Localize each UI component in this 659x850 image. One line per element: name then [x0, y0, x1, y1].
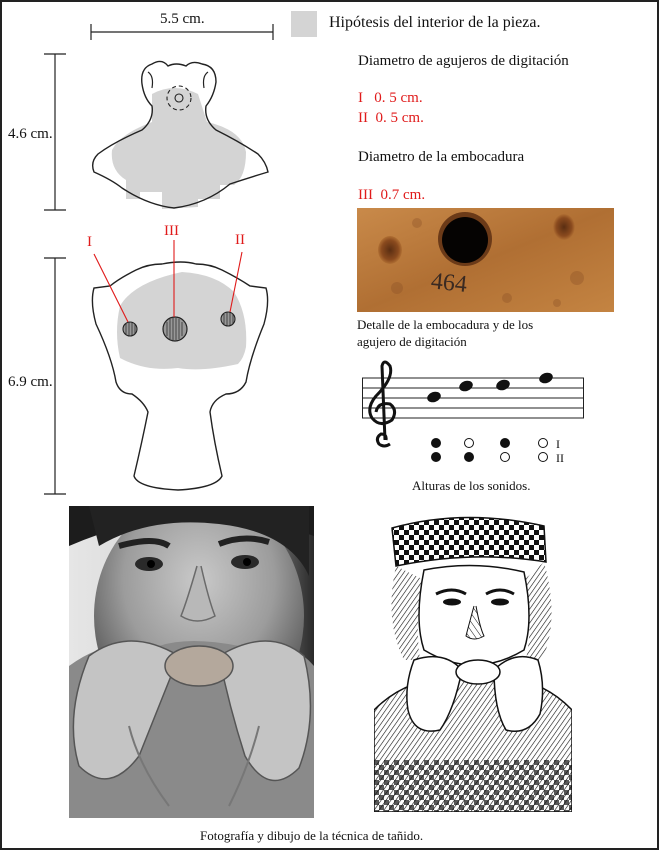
legend-label: Hipótesis del interior de la pieza. [329, 14, 541, 31]
finger-hole-I [123, 322, 137, 336]
hole-label-II: II [235, 232, 245, 248]
fingering-row-label-II: II [556, 451, 564, 465]
finger-hole-roman: I [358, 90, 363, 106]
hole-label-I: I [87, 234, 92, 250]
notation-caption: Alturas de los sonidos. [412, 478, 531, 493]
top-view-outline [93, 61, 268, 209]
mouthpiece-value: 0.7 cm. [380, 187, 426, 203]
treble-clef-icon [370, 362, 395, 446]
finger-hole-row-I [358, 90, 423, 107]
music-staff [362, 360, 592, 470]
finger-hole-value: 0. 5 cm. [375, 110, 424, 126]
detail-caption-line1: Detalle de la embocadura y de los [357, 317, 534, 332]
top-height-label: 4.6 cm. [8, 126, 53, 142]
mouthpiece-hole-III [163, 317, 187, 341]
width-label: 5.5 cm. [160, 11, 205, 27]
mouthpiece-roman: III [358, 187, 373, 203]
finger-holes-heading: Diametro de agujeros de digitación [358, 53, 569, 69]
finger-hole-II [221, 312, 235, 326]
detail-photo [357, 208, 614, 312]
detail-caption-line2: agujero de digitación [357, 334, 467, 349]
fingering-row-label-I: I [556, 437, 560, 451]
front-view-outline [92, 262, 267, 490]
bottom-caption: Fotografía y dibujo de la técnica de tañido. [200, 828, 424, 843]
fingering-chart [432, 439, 548, 462]
ocarina-drawings [2, 2, 342, 502]
mouthpiece-row-III [358, 187, 425, 204]
player-photograph [69, 506, 314, 818]
finger-hole-roman: II [358, 110, 368, 126]
hole-label-III: III [164, 223, 179, 239]
bottom-height-label: 6.9 cm. [8, 374, 53, 390]
inscription-text: 464 [429, 268, 469, 299]
finger-hole-row-II [358, 110, 424, 127]
finger-hole-value: 0. 5 cm. [374, 90, 423, 106]
player-drawing [374, 510, 572, 812]
mouthpiece-heading: Diametro de la embocadura [358, 149, 525, 165]
top-view-interior [112, 88, 246, 209]
